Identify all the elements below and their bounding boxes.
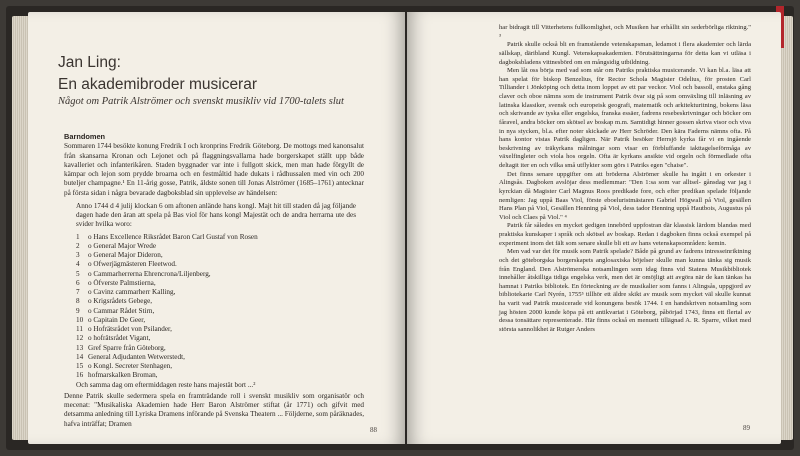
list-item-text: o hofrätsrådet Vigant, (88, 334, 151, 343)
list-item (76, 297, 356, 306)
left-page (28, 12, 405, 444)
left-body-text (64, 132, 364, 432)
list-item-text: General Adjudanten Wetwerstedt, (88, 352, 185, 361)
page-number: 89 (743, 424, 750, 432)
right-body-text (499, 24, 751, 335)
list-item-number: 3 (76, 251, 80, 259)
list-item-number: 4 (76, 260, 80, 269)
quote-intro: Anno 1744 d 4 julij klockan 6 om aftonen anlände hans kongl. Majt hit till staden då jag följande dagen hade den äran att spela på Bas viol för hans kongl Majestät och de andra herrarna ute des svider hvilka woro: (76, 201, 356, 229)
list-item (76, 279, 356, 288)
list-item (76, 325, 356, 334)
list-item-number: 2 (76, 241, 80, 250)
paragraph: Det finns senare uppgifter om att bröderna Alströmer skulle ha ingått i en orkester i Alingsås. Dagboken avslöjar dess medlemmar: "Den 1:sa som var alltsel- gånsdag var jag i kyrckian då Magister Carl Magnus Roos predikade fore, och efter predikan spelade följande nemligen: Jag uppå Baas Viol, förste eboeluristmästaren Gabriel Högwall på Viol, gesällen Hans Plan på Viol, Gesällen Henning på Viol, dess tador Henning uppå Hautbois, Augustus på Viol och Claes på Viol." ⁴ (499, 170, 751, 221)
list-item-number: 15 (76, 362, 84, 370)
list-item (76, 371, 356, 380)
article-author: Jan Ling: (58, 54, 121, 71)
article-title: En akademibroder musicerar (58, 76, 258, 93)
list-item (76, 353, 356, 362)
section-heading: Barndomen (64, 132, 106, 141)
list-item (76, 233, 356, 242)
page-edges-right (781, 16, 793, 440)
list-item-text: o Hans Excellence Riksrådet Baron Carl Gustaf von Rosen (88, 232, 258, 241)
list-item (76, 362, 356, 371)
list-item-text: o General Major Wrede (88, 241, 157, 250)
list-item (76, 270, 356, 279)
list-item (76, 260, 356, 269)
page-edges-left (12, 16, 28, 440)
list-item-text: o Kongl. Secreter Stenhagen, (88, 362, 173, 370)
list-item-number: 6 (76, 278, 80, 287)
list-item-number: 7 (76, 288, 80, 296)
list-item-number: 8 (76, 297, 80, 306)
paragraph: Patrik skulle också bli en framstående vetenskapsman, ledamot i flera akademier och lärda sällskap, däribland Kungl. Vetenskapsakademien. Förutsättningarna för detta kan vi utläsa i dagboksbladens vittnesbörd om en mångsidig utbildning. (499, 41, 751, 66)
list-item (76, 242, 356, 251)
list-item-text: Gref Sparre från Göteborg, (88, 343, 166, 352)
list-item-number: 16 (76, 371, 84, 380)
list-item-text: o General Major Dideron, (88, 251, 163, 259)
list-item-number: 14 (76, 352, 84, 361)
list-item-number: 12 (76, 334, 84, 343)
list-item (76, 344, 356, 353)
paragraph: Men vad var det för musik som Patrik spelade? Både på grund av fadrens intresseinriktning och det göteborgska borgerskapets anglosaxiska böjelser skulle man kunna tänka sig musik från England. Den Alströmerska notsamlingen som idag finns vid Statens Musikbibliotek innehåller åtskilliga tidiga engelska verk, men det är omöjligt att avgöra när de kan tänkas ha hamnat i Patriks bibliotek. En förteckning av de musikalier som fanns i Alingsås, uppgjord av bibliotekarie Carl Nyrén, 1755⁵ tillhör ett äldre skikt av musik som mycket väl skulle kunnat ha varit vad Patrik musicerade vid konungens besök 1744. I en handskriven notsamling som jag hösten 2000 kunde köpa på ett antikvariat i Göteborg, påbörjad 1743, finns ett flertal av dessa tonsättare representerade. Här finns också en menuett tillägnad A. R. Sparre, vilket med största sannolikhet är Rutger Anders (499, 248, 751, 333)
page-number: 88 (370, 426, 377, 434)
list-item-text: o Hofrätsrådet von Psilander, (88, 325, 172, 333)
article-subtitle: Något om Patrik Alströmer och svenskt musikliv vid 1700-talets slut (58, 96, 344, 107)
list-item (76, 334, 356, 343)
diary-quote (76, 202, 356, 390)
list-item (76, 307, 356, 316)
list-item-number: 9 (76, 306, 80, 315)
list-item-text: o Cavinz cammarherr Kalling, (88, 288, 176, 296)
list-item-text: hofmarskalken Broman, (88, 371, 158, 380)
paragraph: Patrik får således en mycket gedigen innebörd uppfostran där klassisk lärdom blandas med praktiska kunskaper i språk och skötsel av boskap. Redan i dagboken finns också exempel på experiment inom det fält som senare skulle bli ett av hans vetenskapsområden: kemin. (499, 222, 751, 247)
quote-end: Och samma dag om eftermiddagen reste hans majestät bort ...² (76, 380, 256, 389)
name-list (76, 233, 356, 381)
list-item-number: 10 (76, 315, 84, 324)
paragraph: Denne Patrik skulle sedermera spela en framträdande roll i svenskt musikliv som organisatör och mecenat: "Musikaliska Akademien hade Herr Baron Alströmer stiftat (år 1771) och gifvit med detsamma anledning till Lyriska Dramens införande på Svenska Theatern ... Följderne, som påräknades, hafva inträffat; Dramen (64, 391, 364, 428)
list-item-text: o Ofwerjägmästeren Fleetwod. (88, 260, 177, 269)
list-item-number: 11 (76, 325, 83, 333)
book-spread (6, 6, 794, 450)
list-item-number: 1 (76, 232, 80, 241)
list-item (76, 288, 356, 297)
paragraph: Sommaren 1744 besökte konung Fredrik I och kronprins Fredrik Göteborg. De mottogs med kanonsalut från skansarna Kronan och Lejonet och på flaggningsvallarna hade borgerskapet ställt upp både kavalleriet och infanterikåren. Staden byggnader var inte i fullgott skick, men man hade förgyllt de kämpar och lejon som prydde broarna och en festmåltid hade dukats i rådhussalen med vin och 200 buteljer champagne.¹ En 11-årig gosse, Patrik, äldste sonen till Jonas Alströmer (1685–1761) antecknar på första sidan i några bevarade dagboksblad sin upplevelse av händelsen: (64, 142, 364, 197)
right-page (407, 12, 781, 444)
list-item-number: 13 (76, 343, 84, 352)
paragraph: har bidragit till Vitterhetens fullkomlighet, och Musiken har erhållit sin sederbörliga riktning." ³ (499, 24, 751, 40)
list-item (76, 316, 356, 325)
list-item-text: o Capitain De Geer, (88, 315, 146, 324)
list-item-text: o Cammarherrerna Ehrencrona/Liljenberg, (88, 269, 211, 278)
list-item-text: o Cammar Rådet Stirn, (88, 306, 155, 315)
list-item-number: 5 (76, 269, 80, 278)
list-item-text: o Öfverste Palmstierna, (88, 278, 156, 287)
paragraph: Men låt oss börja med vad som står om Patriks praktiska musicerande. Vi kan bl.a. läsa att han spelat för biskop Benzelius, för Rector Schola Magister Odelius, för prosten Carl Tilliander i Jönköping och detta inom loppet av ett par veckor. Viol och bassoll, enstaka gång claver och oboe nämns som de instrument Patrik övar sig på som omväxling till inläsning av latinska klassiker, svensk och europeisk geografi, matematik och arkitekturitning, bokens läsa och skrivande av tyska eller engelska, franska essäer, fadrens resebeskrivningar och böcker om fåravel, andra böcker om skötsel av boskap m.m. Samtidigt hinner gossen skriva visor och viva in nya stycken, bl.a. efter noter skickade av Herr Schröder. Den kära Faderns nämns ofta. På hans kontor vistas Patrik dagligen. När Patrik besöker Herrsjö kyrka får vi en ingående beskrivning av träkyrkans målningar som visar en förbluffande iakttagelseförmåga av växelfingleter och viola hos orgeln. Ofta är kyrkans ansikte vid orgeln och förmedlade ofta deltagit iter en och vilka små utflykter som görs i Patriks egen "chaise". (499, 67, 751, 169)
list-item-text: o Krigsrådets Gebege, (88, 297, 153, 306)
list-item (76, 251, 356, 260)
